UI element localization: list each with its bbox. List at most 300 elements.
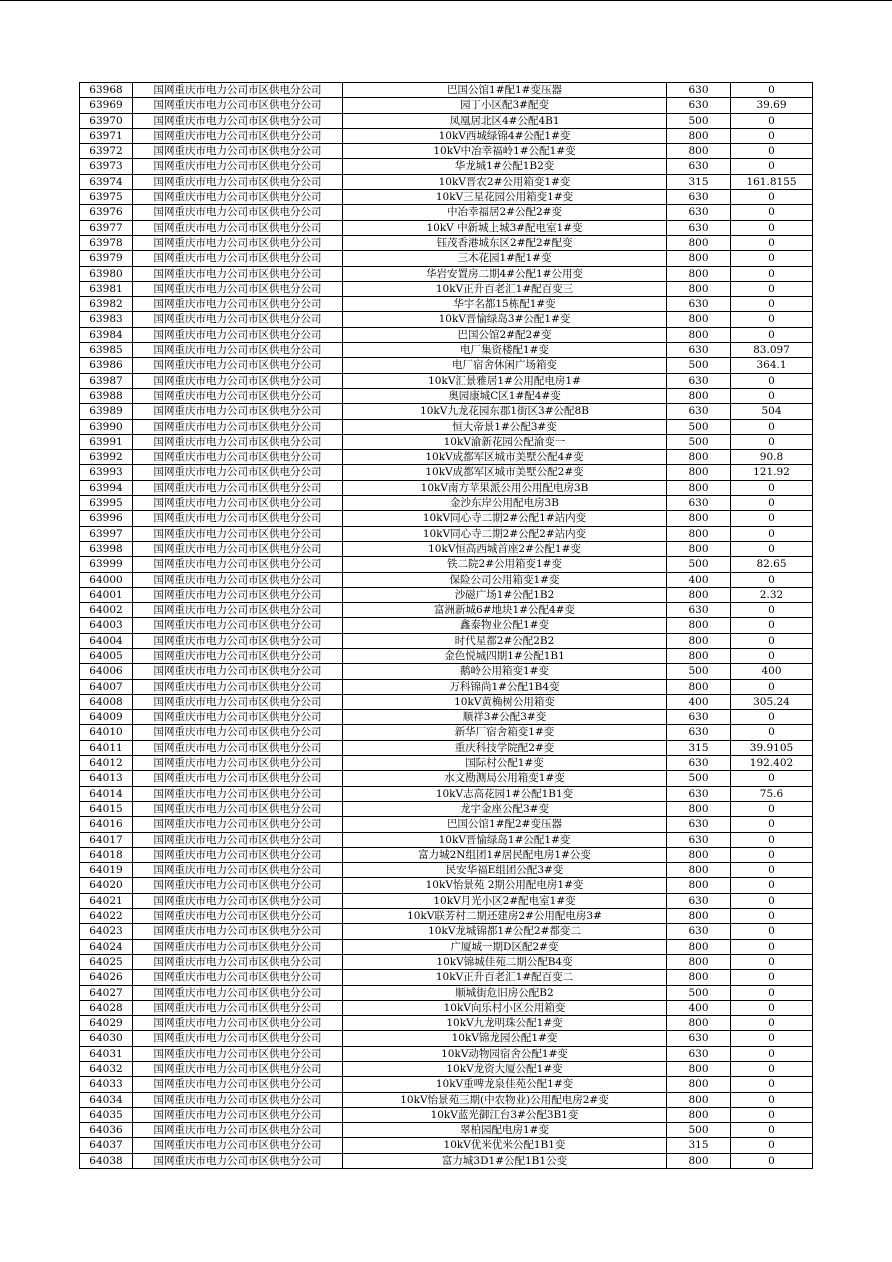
- capacity-cell: 630: [667, 373, 731, 388]
- row-id-cell: 64013: [80, 771, 133, 786]
- table-row: [80, 1046, 813, 1061]
- capacity-cell: 315: [667, 740, 731, 755]
- transformer-name-cell: 10kV三星花园公用箱变1#变: [343, 190, 667, 205]
- transformer-name-cell: 10kV锦龙园公配1#变: [343, 1031, 667, 1046]
- table-row: [80, 358, 813, 373]
- capacity-cell: 630: [667, 496, 731, 511]
- value-cell: 0: [731, 832, 813, 847]
- row-id-cell: 63988: [80, 388, 133, 403]
- table-row: [80, 496, 813, 511]
- value-cell: 0: [731, 679, 813, 694]
- value-cell: 0: [731, 312, 813, 327]
- capacity-cell: 800: [667, 970, 731, 985]
- transformer-name-cell: 10kV同心寺二期2#公配1#站内变: [343, 511, 667, 526]
- capacity-cell: 500: [667, 358, 731, 373]
- company-cell: 国网重庆市电力公司市区供电分公司: [133, 801, 343, 816]
- company-cell: 国网重庆市电力公司市区供电分公司: [133, 572, 343, 587]
- row-id-cell: 63972: [80, 144, 133, 159]
- table-row: [80, 771, 813, 786]
- row-id-cell: 63977: [80, 220, 133, 235]
- transformer-name-cell: 10kV怡景苑三期(中农物业)公用配电房2#变: [343, 1092, 667, 1107]
- value-cell: 364.1: [731, 358, 813, 373]
- capacity-cell: 800: [667, 1092, 731, 1107]
- row-id-cell: 63983: [80, 312, 133, 327]
- company-cell: 国网重庆市电力公司市区供电分公司: [133, 266, 343, 281]
- table-row: [80, 159, 813, 174]
- company-cell: 国网重庆市电力公司市区供电分公司: [133, 633, 343, 648]
- row-id-cell: 64001: [80, 587, 133, 602]
- capacity-cell: 800: [667, 1153, 731, 1168]
- company-cell: 国网重庆市电力公司市区供电分公司: [133, 893, 343, 908]
- transformer-name-cell: 10kV黄桷树公用箱变: [343, 694, 667, 709]
- value-cell: 0: [731, 480, 813, 495]
- company-cell: 国网重庆市电力公司市区供电分公司: [133, 404, 343, 419]
- transformer-name-cell: 10kV恒高西城首座2#公配1#变: [343, 541, 667, 556]
- value-cell: 0: [731, 878, 813, 893]
- value-cell: 0: [731, 710, 813, 725]
- capacity-cell: 800: [667, 1016, 731, 1031]
- value-cell: 0: [731, 434, 813, 449]
- transformer-name-cell: 时代星都2#公配2B2: [343, 633, 667, 648]
- row-id-cell: 64017: [80, 832, 133, 847]
- value-cell: 0: [731, 1046, 813, 1061]
- table-row: [80, 1107, 813, 1122]
- capacity-cell: 800: [667, 144, 731, 159]
- transformer-name-cell: 万科锦尚1#公配1B4变: [343, 679, 667, 694]
- capacity-cell: 800: [667, 618, 731, 633]
- table-row: [80, 113, 813, 128]
- row-id-cell: 64014: [80, 786, 133, 801]
- company-cell: 国网重庆市电力公司市区供电分公司: [133, 557, 343, 572]
- value-cell: 0: [731, 373, 813, 388]
- value-cell: 0: [731, 496, 813, 511]
- company-cell: 国网重庆市电力公司市区供电分公司: [133, 144, 343, 159]
- table-row: [80, 526, 813, 541]
- row-id-cell: 64008: [80, 694, 133, 709]
- transformer-name-cell: 保险公司公用箱变1#变: [343, 572, 667, 587]
- company-cell: 国网重庆市电力公司市区供电分公司: [133, 786, 343, 801]
- value-cell: 0: [731, 725, 813, 740]
- row-id-cell: 64027: [80, 985, 133, 1000]
- table-row: [80, 343, 813, 358]
- table-row: [80, 1123, 813, 1138]
- value-cell: 0: [731, 327, 813, 342]
- row-id-cell: 64002: [80, 603, 133, 618]
- transformer-name-cell: 10kV渝新花园公配渝变一: [343, 434, 667, 449]
- transformer-name-cell: 三木花园1#配1#变: [343, 251, 667, 266]
- table-row: [80, 297, 813, 312]
- table-row: [80, 1000, 813, 1015]
- capacity-cell: 630: [667, 83, 731, 98]
- table-row: [80, 756, 813, 771]
- transformer-name-cell: 巴国公馆2#配2#变: [343, 327, 667, 342]
- company-cell: 国网重庆市电力公司市区供电分公司: [133, 190, 343, 205]
- capacity-cell: 800: [667, 939, 731, 954]
- table-row: [80, 587, 813, 602]
- row-id-cell: 64007: [80, 679, 133, 694]
- row-id-cell: 64010: [80, 725, 133, 740]
- transformer-name-cell: 10kV中冶幸福岭1#公配1#变: [343, 144, 667, 159]
- table-row: [80, 786, 813, 801]
- company-cell: 国网重庆市电力公司市区供电分公司: [133, 281, 343, 296]
- table-row: [80, 939, 813, 954]
- row-id-cell: 63974: [80, 174, 133, 189]
- capacity-cell: 500: [667, 985, 731, 1000]
- capacity-cell: 630: [667, 756, 731, 771]
- transformer-name-cell: 10kV锦城佳苑二期公配B4变: [343, 954, 667, 969]
- company-cell: 国网重庆市电力公司市区供电分公司: [133, 526, 343, 541]
- row-id-cell: 64012: [80, 756, 133, 771]
- table-row: [80, 710, 813, 725]
- capacity-cell: 800: [667, 648, 731, 663]
- capacity-cell: 630: [667, 924, 731, 939]
- row-id-cell: 64024: [80, 939, 133, 954]
- row-id-cell: 63984: [80, 327, 133, 342]
- company-cell: 国网重庆市电力公司市区供电分公司: [133, 710, 343, 725]
- row-id-cell: 64038: [80, 1153, 133, 1168]
- company-cell: 国网重庆市电力公司市区供电分公司: [133, 756, 343, 771]
- row-id-cell: 63979: [80, 251, 133, 266]
- value-cell: 305.24: [731, 694, 813, 709]
- page-top-rule: [0, 0, 892, 1]
- transformer-name-cell: 10kV蓝光御江台3#公配3B1变: [343, 1107, 667, 1122]
- value-cell: 0: [731, 83, 813, 98]
- capacity-cell: 500: [667, 113, 731, 128]
- capacity-cell: 800: [667, 633, 731, 648]
- capacity-cell: 500: [667, 771, 731, 786]
- row-id-cell: 63968: [80, 83, 133, 98]
- value-cell: 39.69: [731, 98, 813, 113]
- row-id-cell: 63993: [80, 465, 133, 480]
- value-cell: 0: [731, 801, 813, 816]
- row-id-cell: 63998: [80, 541, 133, 556]
- value-cell: 0: [731, 847, 813, 862]
- table-row: [80, 832, 813, 847]
- capacity-cell: 400: [667, 572, 731, 587]
- table-row: [80, 1138, 813, 1153]
- table-row: [80, 190, 813, 205]
- company-cell: 国网重庆市电力公司市区供电分公司: [133, 113, 343, 128]
- transformer-name-cell: 10kV正升百老汇1#配百变二: [343, 970, 667, 985]
- row-id-cell: 64019: [80, 863, 133, 878]
- table-row: [80, 128, 813, 143]
- table-row: [80, 174, 813, 189]
- company-cell: 国网重庆市电力公司市区供电分公司: [133, 235, 343, 250]
- value-cell: 192.402: [731, 756, 813, 771]
- transformer-name-cell: 10kV优米优米公配1B1变: [343, 1138, 667, 1153]
- transformer-name-cell: 10kV晋愉绿岛1#公配1#变: [343, 832, 667, 847]
- table-row: [80, 1077, 813, 1092]
- capacity-cell: 800: [667, 954, 731, 969]
- company-cell: 国网重庆市电力公司市区供电分公司: [133, 1123, 343, 1138]
- table-row: [80, 220, 813, 235]
- value-cell: 0: [731, 419, 813, 434]
- table-row: [80, 1062, 813, 1077]
- table-row: [80, 144, 813, 159]
- capacity-cell: 315: [667, 1138, 731, 1153]
- company-cell: 国网重庆市电力公司市区供电分公司: [133, 1107, 343, 1122]
- capacity-cell: 630: [667, 832, 731, 847]
- company-cell: 国网重庆市电力公司市区供电分公司: [133, 1138, 343, 1153]
- transformer-name-cell: 翠柏园配电房1#变: [343, 1123, 667, 1138]
- value-cell: 0: [731, 893, 813, 908]
- capacity-cell: 800: [667, 526, 731, 541]
- capacity-cell: 800: [667, 1077, 731, 1092]
- table-row: [80, 1016, 813, 1031]
- capacity-cell: 800: [667, 235, 731, 250]
- table-row: [80, 511, 813, 526]
- table-row: [80, 1092, 813, 1107]
- table-row: [80, 1153, 813, 1168]
- company-cell: 国网重庆市电力公司市区供电分公司: [133, 465, 343, 480]
- row-id-cell: 63987: [80, 373, 133, 388]
- value-cell: 0: [731, 771, 813, 786]
- value-cell: 0: [731, 1138, 813, 1153]
- table-row: [80, 572, 813, 587]
- company-cell: 国网重庆市电力公司市区供电分公司: [133, 159, 343, 174]
- row-id-cell: 63985: [80, 343, 133, 358]
- capacity-cell: 400: [667, 1000, 731, 1015]
- capacity-cell: 800: [667, 801, 731, 816]
- transformer-name-cell: 鑫泰物业公配1#变: [343, 618, 667, 633]
- capacity-cell: 630: [667, 190, 731, 205]
- row-id-cell: 63981: [80, 281, 133, 296]
- value-cell: 0: [731, 266, 813, 281]
- transformer-name-cell: 水文勘测局公用箱变1#变: [343, 771, 667, 786]
- table-row: [80, 205, 813, 220]
- company-cell: 国网重庆市电力公司市区供电分公司: [133, 603, 343, 618]
- company-cell: 国网重庆市电力公司市区供电分公司: [133, 679, 343, 694]
- value-cell: 0: [731, 924, 813, 939]
- row-id-cell: 63990: [80, 419, 133, 434]
- transformer-name-cell: 10kV月光小区2#配电室1#变: [343, 893, 667, 908]
- table-row: [80, 694, 813, 709]
- transformer-name-cell: 电厂集资楼配1#变: [343, 343, 667, 358]
- row-id-cell: 63978: [80, 235, 133, 250]
- company-cell: 国网重庆市电力公司市区供电分公司: [133, 909, 343, 924]
- capacity-cell: 500: [667, 664, 731, 679]
- company-cell: 国网重庆市电力公司市区供电分公司: [133, 924, 343, 939]
- company-cell: 国网重庆市电力公司市区供电分公司: [133, 327, 343, 342]
- company-cell: 国网重庆市电力公司市区供电分公司: [133, 648, 343, 663]
- table-body: [80, 83, 813, 1169]
- row-id-cell: 64005: [80, 648, 133, 663]
- value-cell: 0: [731, 113, 813, 128]
- company-cell: 国网重庆市电力公司市区供电分公司: [133, 98, 343, 113]
- value-cell: 0: [731, 159, 813, 174]
- capacity-cell: 500: [667, 1123, 731, 1138]
- value-cell: 83.097: [731, 343, 813, 358]
- transformer-name-cell: 10kV怡景苑 2期公用配电房1#变: [343, 878, 667, 893]
- value-cell: 0: [731, 190, 813, 205]
- value-cell: 0: [731, 1153, 813, 1168]
- value-cell: 0: [731, 603, 813, 618]
- row-id-cell: 64032: [80, 1062, 133, 1077]
- company-cell: 国网重庆市电力公司市区供电分公司: [133, 434, 343, 449]
- company-cell: 国网重庆市电力公司市区供电分公司: [133, 725, 343, 740]
- capacity-cell: 800: [667, 863, 731, 878]
- capacity-cell: 630: [667, 817, 731, 832]
- table-row: [80, 83, 813, 98]
- transformer-name-cell: 凤凰居北区4#公配4B1: [343, 113, 667, 128]
- value-cell: 0: [731, 1062, 813, 1077]
- table-row: [80, 648, 813, 663]
- table-row: [80, 251, 813, 266]
- table-row: [80, 954, 813, 969]
- row-id-cell: 63976: [80, 205, 133, 220]
- value-cell: 0: [731, 1031, 813, 1046]
- row-id-cell: 64025: [80, 954, 133, 969]
- row-id-cell: 64022: [80, 909, 133, 924]
- company-cell: 国网重庆市电力公司市区供电分公司: [133, 985, 343, 1000]
- value-cell: 39.9105: [731, 740, 813, 755]
- company-cell: 国网重庆市电力公司市区供电分公司: [133, 496, 343, 511]
- row-id-cell: 64031: [80, 1046, 133, 1061]
- capacity-cell: 800: [667, 281, 731, 296]
- value-cell: 0: [731, 388, 813, 403]
- value-cell: 0: [731, 128, 813, 143]
- capacity-cell: 630: [667, 725, 731, 740]
- table-row: [80, 863, 813, 878]
- row-id-cell: 64009: [80, 710, 133, 725]
- company-cell: 国网重庆市电力公司市区供电分公司: [133, 1153, 343, 1168]
- value-cell: 0: [731, 618, 813, 633]
- capacity-cell: 630: [667, 893, 731, 908]
- transformer-name-cell: 铁二院2#公用箱变1#变: [343, 557, 667, 572]
- transformer-name-cell: 金色悦城四期1#公配1B1: [343, 648, 667, 663]
- table-row: [80, 970, 813, 985]
- capacity-cell: 800: [667, 388, 731, 403]
- transformer-name-cell: 10kV重啤龙泉佳苑公配1#变: [343, 1077, 667, 1092]
- row-id-cell: 63970: [80, 113, 133, 128]
- value-cell: 121.92: [731, 465, 813, 480]
- company-cell: 国网重庆市电力公司市区供电分公司: [133, 511, 343, 526]
- row-id-cell: 64021: [80, 893, 133, 908]
- capacity-cell: 800: [667, 266, 731, 281]
- table-row: [80, 327, 813, 342]
- row-id-cell: 63995: [80, 496, 133, 511]
- capacity-cell: 800: [667, 878, 731, 893]
- row-id-cell: 64011: [80, 740, 133, 755]
- capacity-cell: 630: [667, 1031, 731, 1046]
- value-cell: 0: [731, 633, 813, 648]
- transformer-name-cell: 民安华福E组团公配3#变: [343, 863, 667, 878]
- row-id-cell: 64006: [80, 664, 133, 679]
- row-id-cell: 63971: [80, 128, 133, 143]
- transformer-name-cell: 新华厂宿舍箱变1#变: [343, 725, 667, 740]
- row-id-cell: 63999: [80, 557, 133, 572]
- company-cell: 国网重庆市电力公司市区供电分公司: [133, 832, 343, 847]
- transformer-name-cell: 奥园康城C区1#配4#变: [343, 388, 667, 403]
- transformer-name-cell: 恒大帝景1#公配3#变: [343, 419, 667, 434]
- table-row: [80, 924, 813, 939]
- table-row: [80, 450, 813, 465]
- company-cell: 国网重庆市电力公司市区供电分公司: [133, 251, 343, 266]
- value-cell: 0: [731, 1000, 813, 1015]
- row-id-cell: 63991: [80, 434, 133, 449]
- capacity-cell: 500: [667, 419, 731, 434]
- value-cell: 0: [731, 970, 813, 985]
- capacity-cell: 800: [667, 128, 731, 143]
- table-row: [80, 878, 813, 893]
- company-cell: 国网重庆市电力公司市区供电分公司: [133, 1016, 343, 1031]
- table-row: [80, 618, 813, 633]
- value-cell: 0: [731, 985, 813, 1000]
- transformer-name-cell: 金沙东岸公用配电房3B: [343, 496, 667, 511]
- row-id-cell: 63973: [80, 159, 133, 174]
- row-id-cell: 64018: [80, 847, 133, 862]
- table-row: [80, 312, 813, 327]
- capacity-cell: 630: [667, 297, 731, 312]
- transformer-name-cell: 10kV联芳村二期还建房2#公用配电房3#: [343, 909, 667, 924]
- transformer-name-cell: 10kV成都军区城市美墅公配4#变: [343, 450, 667, 465]
- row-id-cell: 64033: [80, 1077, 133, 1092]
- transformer-name-cell: 重庆科技学院配2#变: [343, 740, 667, 755]
- value-cell: 82.65: [731, 557, 813, 572]
- transformer-name-cell: 10kV正升百老汇1#配百变三: [343, 281, 667, 296]
- company-cell: 国网重庆市电力公司市区供电分公司: [133, 174, 343, 189]
- capacity-cell: 800: [667, 679, 731, 694]
- value-cell: 0: [731, 526, 813, 541]
- capacity-cell: 800: [667, 587, 731, 602]
- table-row: [80, 740, 813, 755]
- transformer-name-cell: 国际村公配1#变: [343, 756, 667, 771]
- transformer-name-cell: 10kV晋愉绿岛3#公配1#变: [343, 312, 667, 327]
- value-cell: 2.32: [731, 587, 813, 602]
- capacity-cell: 630: [667, 710, 731, 725]
- company-cell: 国网重庆市电力公司市区供电分公司: [133, 1077, 343, 1092]
- value-cell: 0: [731, 1092, 813, 1107]
- company-cell: 国网重庆市电力公司市区供电分公司: [133, 312, 343, 327]
- transformer-name-cell: 顺城街危旧房公配B2: [343, 985, 667, 1000]
- row-id-cell: 63992: [80, 450, 133, 465]
- capacity-cell: 800: [667, 450, 731, 465]
- value-cell: 0: [731, 144, 813, 159]
- capacity-cell: 800: [667, 541, 731, 556]
- row-id-cell: 63996: [80, 511, 133, 526]
- transformer-name-cell: 巴国公馆1#配1#变压器: [343, 83, 667, 98]
- transformer-name-cell: 龙宇金座公配3#变: [343, 801, 667, 816]
- value-cell: 0: [731, 297, 813, 312]
- table-row: [80, 633, 813, 648]
- transformer-name-cell: 10kV向乐村小区公用箱变: [343, 1000, 667, 1015]
- company-cell: 国网重庆市电力公司市区供电分公司: [133, 954, 343, 969]
- value-cell: 0: [731, 954, 813, 969]
- row-id-cell: 64015: [80, 801, 133, 816]
- table-row: [80, 801, 813, 816]
- table-row: [80, 817, 813, 832]
- transformer-name-cell: 沙磁广场1#公配1B2: [343, 587, 667, 602]
- table-row: [80, 404, 813, 419]
- row-id-cell: 64000: [80, 572, 133, 587]
- table-row: [80, 388, 813, 403]
- company-cell: 国网重庆市电力公司市区供电分公司: [133, 847, 343, 862]
- company-cell: 国网重庆市电力公司市区供电分公司: [133, 358, 343, 373]
- row-id-cell: 63980: [80, 266, 133, 281]
- company-cell: 国网重庆市电力公司市区供电分公司: [133, 1046, 343, 1061]
- row-id-cell: 64030: [80, 1031, 133, 1046]
- capacity-cell: 630: [667, 786, 731, 801]
- row-id-cell: 63986: [80, 358, 133, 373]
- value-cell: 0: [731, 1123, 813, 1138]
- capacity-cell: 800: [667, 511, 731, 526]
- value-cell: 0: [731, 1016, 813, 1031]
- table-row: [80, 557, 813, 572]
- value-cell: 0: [731, 1107, 813, 1122]
- row-id-cell: 64016: [80, 817, 133, 832]
- value-cell: 0: [731, 541, 813, 556]
- row-id-cell: 64035: [80, 1107, 133, 1122]
